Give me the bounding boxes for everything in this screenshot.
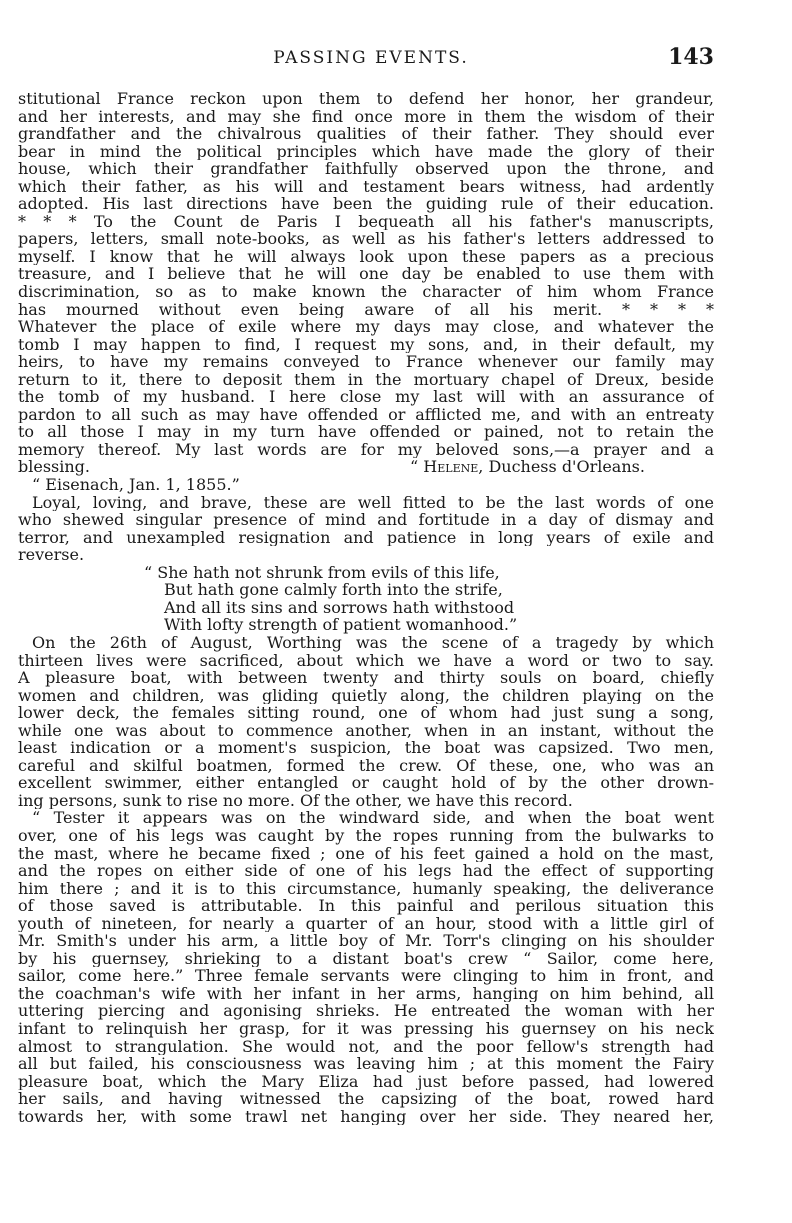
text-line: return to it, there to deposit them in the mortuary chapel of Dreux, beside [18,370,714,389]
verse-line: And all its sins and sorrows hath withstood [164,598,515,617]
text-line: which their father, as his will and testament bears witness, had ardently [18,177,714,196]
text-line: youth of nineteen, for nearly a quarter of an hour, stood with a little girl of [18,914,714,933]
text-line: heirs, to have my remains conveyed to France whenever our family may [18,353,714,371]
text-line: by his guernsey, shrieking to a distant boat's crew “ Sailor, come here, [18,949,714,968]
text-line: the mast, where he became fixed ; one of his feet gained a hold on the mast, [18,844,714,863]
text-line: treasure, and I believe that he will one day be enabled to use them with [18,265,714,284]
text-line: papers, letters, small note-books, as well as his father's letters addressed to [18,230,714,248]
text-line: reverse. [18,546,85,564]
text-line: memory thereof. My last words are for my beloved sons,—a prayer and a [18,440,714,459]
text-line: almost to strangulation. She would not, and the poor fellow's strength had [18,1037,714,1056]
verse-line: With lofty strength of patient womanhood.” [164,616,518,634]
text-line: pleasure boat, which the Mary Eliza had just before passed, had lowered [18,1072,714,1091]
text-line: while one was about to commence another, when in an instant, without the [18,721,714,740]
body-text [18,90,714,1125]
text-line: over, one of his legs was caught by the ropes running from the bulwarks to [18,826,714,845]
text-line: who shewed singular presence of mind and fortitude in a day of dismay and [18,511,714,529]
text-line: lower deck, the females sitting round, one of whom had just sung a song, [18,704,714,722]
text-line: On the 26th of August, Worthing was the scene of a tragedy by which [32,633,714,652]
text-line: sailor, come here.” Three female servants were clinging to him in front, and [18,967,714,985]
closing-word: blessing. [18,458,90,477]
text-line: and the ropes on either side of one of his legs had the effect of supporting [18,862,714,880]
text-line: all but failed, his consciousness was leaving him ; at this moment the Fairy [18,1055,714,1073]
text-line: him there ; and it is to this circumstance, humanly speaking, the deliverance [18,879,714,898]
text-line: ing persons, sunk to rise no more. Of the other, we have this record. [18,791,573,810]
text-line: infant to relinquish her grasp, for it was pressing his guernsey on his neck [18,1019,714,1038]
text-line: excellent swimmer, either entangled or caught hold of by the other drown- [18,774,714,792]
text-line: to all those I may in my turn have offended or pained, not to retain the [18,423,714,441]
text-line: terror, and unexampled resignation and patience in long years of exile and [18,528,714,547]
text-line: Loyal, loving, and brave, these are well fitted to be the last words of one [32,493,714,512]
text-line: Mr. Smith's under his arm, a little boy of Mr. Torr's clinging on his shoulder [18,932,714,950]
text-line: pardon to all such as may have offended or afflicted me, and with an entreaty [18,405,714,424]
page-number: 143 [668,44,714,70]
text-line: tomb I may happen to find, I request my sons, and, in their default, my [18,335,714,354]
signature [410,458,645,476]
signature-title: , Duchess d'Orleans. [478,458,645,477]
signature-open-quote: “ [410,458,419,477]
text-line-with-signature [18,458,714,476]
text-line: and her interests, and may she find once more in them the wisdom of their [18,107,714,126]
text-line: bear in mind the political principles which have made the glory of their [18,142,714,161]
text-line: towards her, with some trawl net hanging over her side. They neared her, [18,1107,714,1126]
text-line: discrimination, so as to make known the character of him whom France [18,283,714,301]
text-line: of those saved is attributable. In this painful and perilous situation this [18,897,714,915]
text-line: Whatever the place of exile where my days may close, and whatever the [18,318,714,336]
verse-line: But hath gone calmly forth into the strife, [164,581,503,599]
text-line: grandfather and the chivalrous qualities of their father. They should ever [18,125,714,143]
text-line: house, which their grandfather faithfully observed upon the throne, and [18,160,714,178]
text-line: thirteen lives were sacrificed, about which we have a word or two to say. [18,651,714,670]
verse-line: “ She hath not shrunk from evils of this life, [144,563,500,582]
text-line: the coachman's wife with her infant in her arms, hanging on him behind, all [18,984,714,1003]
text-line: women and children, was gliding quietly along, the children playing on the [18,686,714,705]
text-line: * * * To the Count de Paris I bequeath all his father's manuscripts, [18,212,714,231]
text-line: careful and skilful boatmen, formed the crew. Of these, one, who was an [18,756,714,775]
text-line: stitutional France reckon upon them to defend her honor, her grandeur, [18,90,714,108]
text-line: A pleasure boat, with between twenty and thirty souls on board, chiefly [18,669,714,687]
text-line: adopted. His last directions have been the guiding rule of their education. [18,195,714,213]
text-line: least indication or a moment's suspicion, the boat was capsized. Two men, [18,739,714,757]
running-title: PASSING EVENTS. [273,48,469,68]
text-line: uttering piercing and agonising shrieks. He entreated the woman with her [18,1002,714,1020]
text-line: has mourned without even being aware of all his merit. * * * * [18,300,714,319]
text-line: “ Tester it appears was on the windward side, and when the boat went [32,809,714,827]
text-line: the tomb of my husband. I here close my last will with an assurance of [18,388,714,406]
signature-name: Helene [423,458,479,477]
text-line: her sails, and having witnessed the capsizing of the boat, rowed hard [18,1090,714,1108]
dateline: “ Eisenach, Jan. 1, 1855.” [32,476,240,494]
page-header [20,44,722,74]
text-line: myself. I know that he will always look upon these papers as a precious [18,247,714,266]
